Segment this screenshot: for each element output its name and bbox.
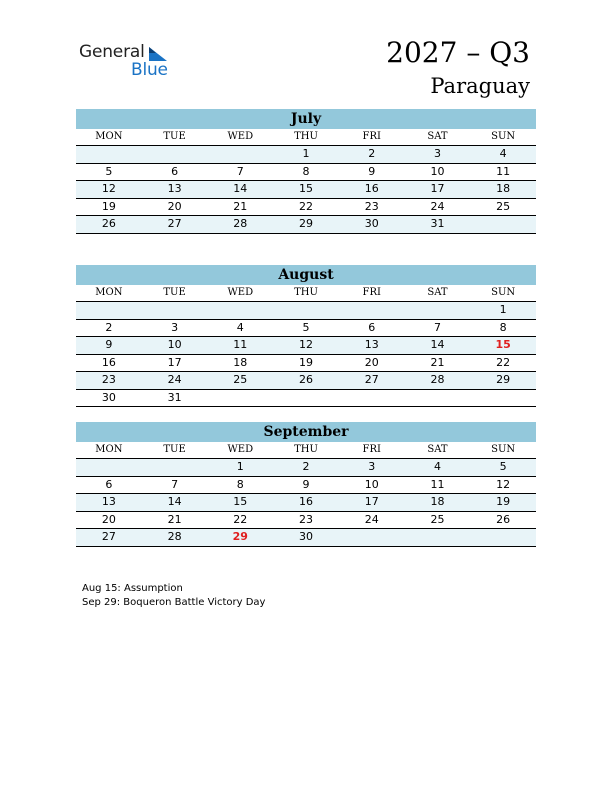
day-cell: [76, 146, 142, 163]
holiday-day-cell: 29: [232, 530, 248, 543]
day-cell: [273, 390, 339, 407]
day-cell: 3: [171, 320, 179, 334]
day-cell: 9: [302, 477, 310, 491]
day-cell: 23: [101, 373, 116, 386]
day-cell: [207, 302, 273, 319]
day-cell: 15: [299, 182, 314, 195]
day-cell: 30: [101, 390, 116, 404]
weekday-label: TUE: [163, 444, 186, 455]
week-row: [76, 146, 536, 164]
day-cell: 28: [233, 217, 248, 230]
day-cell: 2: [302, 460, 310, 473]
day-cell: [76, 459, 142, 476]
day-cell: [207, 390, 273, 407]
week-row: [76, 181, 536, 199]
day-cell: 18: [430, 495, 445, 508]
day-cell: 12: [101, 182, 116, 195]
day-cell: [470, 390, 536, 407]
day-cell: [142, 146, 208, 163]
weekday-label: SAT: [427, 287, 448, 298]
day-cell: 21: [167, 512, 182, 526]
day-cell: 24: [430, 199, 445, 213]
day-cell: 24: [364, 512, 379, 526]
month-september: [76, 422, 536, 547]
weekday-label: TUE: [163, 131, 186, 142]
weekday-label: THU: [294, 131, 318, 142]
day-cell: 8: [499, 320, 507, 334]
day-cell: 4: [236, 320, 244, 334]
day-cell: 28: [167, 530, 182, 543]
day-cell: 20: [101, 512, 116, 526]
day-cell: 28: [430, 373, 445, 386]
week-row: [76, 459, 536, 477]
day-cell: 4: [433, 460, 441, 473]
day-cell: 8: [236, 477, 244, 491]
holiday-day-cell: 15: [495, 338, 511, 351]
day-cell: 22: [233, 512, 248, 526]
weekday-label: FRI: [362, 131, 381, 142]
logo-text-blue: Blue: [131, 60, 168, 80]
day-cell: 5: [499, 460, 507, 473]
day-cell: 30: [364, 217, 379, 230]
day-cell: 23: [299, 512, 314, 526]
day-cell: 9: [368, 164, 376, 178]
day-cell: [142, 459, 208, 476]
weekday-label: WED: [227, 131, 254, 142]
day-cell: 30: [299, 530, 314, 543]
day-cell: 25: [233, 373, 248, 386]
week-row: [76, 216, 536, 234]
day-cell: 18: [496, 182, 511, 195]
day-cell: 6: [368, 320, 376, 334]
holiday-notes: [82, 582, 265, 610]
day-cell: 27: [101, 530, 116, 543]
weekday-label: SAT: [427, 444, 448, 455]
day-cell: 27: [167, 217, 182, 230]
week-row: [76, 390, 536, 408]
day-cell: 12: [496, 477, 511, 491]
day-cell: [207, 146, 273, 163]
weekday-label: WED: [227, 287, 254, 298]
weekday-label: WED: [227, 444, 254, 455]
generalblue-logo: [79, 41, 179, 81]
day-cell: 13: [364, 338, 379, 351]
day-cell: [405, 390, 471, 407]
day-cell: 10: [364, 477, 379, 491]
day-cell: 26: [299, 373, 314, 386]
weekday-label: SUN: [491, 131, 516, 142]
day-cell: 20: [364, 355, 379, 369]
day-cell: 17: [167, 355, 182, 369]
weekday-label: SUN: [491, 444, 516, 455]
day-cell: 5: [105, 164, 113, 178]
day-cell: 8: [302, 164, 310, 178]
day-cell: [273, 302, 339, 319]
month-august: [76, 265, 536, 407]
day-cell: 17: [364, 495, 379, 508]
day-cell: 17: [430, 182, 445, 195]
day-cell: 20: [167, 199, 182, 213]
day-cell: 1: [236, 460, 244, 473]
day-cell: 5: [302, 320, 310, 334]
day-cell: 29: [299, 217, 314, 230]
day-cell: 24: [167, 373, 182, 386]
day-cell: [470, 216, 536, 233]
day-cell: 13: [167, 182, 182, 195]
week-row: [76, 477, 536, 495]
day-cell: [339, 529, 405, 546]
day-cell: 6: [105, 477, 113, 491]
month-july: [76, 109, 536, 234]
day-cell: 4: [499, 147, 507, 160]
day-cell: 2: [105, 320, 113, 334]
day-cell: 16: [101, 355, 116, 369]
day-cell: 7: [236, 164, 244, 178]
holiday-note: Aug 15: Assumption: [82, 583, 183, 594]
month-name: July: [76, 109, 536, 129]
week-row: [76, 302, 536, 320]
day-cell: 22: [496, 355, 511, 369]
month-name: August: [76, 265, 536, 285]
logo-text-general: General: [79, 42, 145, 62]
day-cell: 10: [167, 338, 182, 351]
week-row: [76, 494, 536, 512]
day-cell: 15: [233, 495, 248, 508]
weekday-label: THU: [294, 444, 318, 455]
weekday-label: SUN: [491, 287, 516, 298]
holiday-note: Sep 29: Boqueron Battle Victory Day: [82, 597, 266, 608]
week-row: [76, 164, 536, 182]
day-cell: [76, 302, 142, 319]
day-cell: 3: [433, 147, 441, 160]
day-cell: 10: [430, 164, 445, 178]
weekday-header-row: [76, 442, 536, 459]
day-cell: [405, 529, 471, 546]
day-cell: 11: [430, 477, 445, 491]
day-cell: 26: [101, 217, 116, 230]
day-cell: [142, 302, 208, 319]
weekday-label: THU: [294, 287, 318, 298]
day-cell: 31: [167, 390, 182, 404]
week-row: [76, 512, 536, 530]
day-cell: 25: [430, 512, 445, 526]
weekday-label: FRI: [362, 444, 381, 455]
day-cell: 6: [171, 164, 179, 178]
week-row: [76, 372, 536, 390]
weekday-label: SAT: [427, 131, 448, 142]
page-title: 2027 – Q3: [386, 36, 530, 69]
day-cell: 29: [496, 373, 511, 386]
day-cell: 14: [167, 495, 182, 508]
day-cell: 3: [368, 460, 376, 473]
day-cell: 14: [233, 182, 248, 195]
day-cell: 16: [299, 495, 314, 508]
day-cell: [339, 390, 405, 407]
week-row: [76, 529, 536, 547]
day-cell: 26: [496, 512, 511, 526]
day-cell: 1: [499, 303, 507, 316]
week-row: [76, 355, 536, 373]
weekday-label: MON: [95, 131, 123, 142]
day-cell: 19: [299, 355, 314, 369]
month-name: September: [76, 422, 536, 442]
weekday-header-row: [76, 129, 536, 146]
weekday-label: TUE: [163, 287, 186, 298]
day-cell: 19: [101, 199, 116, 213]
day-cell: 13: [101, 495, 116, 508]
weekday-header-row: [76, 285, 536, 302]
day-cell: 23: [364, 199, 379, 213]
day-cell: 2: [368, 147, 376, 160]
day-cell: 25: [496, 199, 511, 213]
week-row: [76, 320, 536, 338]
week-row: [76, 199, 536, 217]
day-cell: 7: [433, 320, 441, 334]
day-cell: 31: [430, 217, 445, 230]
day-cell: 7: [171, 477, 179, 491]
day-cell: 22: [299, 199, 314, 213]
country-subtitle: Paraguay: [430, 74, 530, 98]
day-cell: 19: [496, 495, 511, 508]
day-cell: 21: [430, 355, 445, 369]
day-cell: 27: [364, 373, 379, 386]
day-cell: [470, 529, 536, 546]
day-cell: 9: [105, 338, 113, 351]
weekday-label: MON: [95, 287, 123, 298]
week-row: [76, 337, 536, 355]
day-cell: 11: [233, 338, 248, 351]
day-cell: 14: [430, 338, 445, 351]
day-cell: [405, 302, 471, 319]
day-cell: 1: [302, 147, 310, 160]
day-cell: [339, 302, 405, 319]
day-cell: 16: [364, 182, 379, 195]
day-cell: 11: [496, 164, 511, 178]
weekday-label: FRI: [362, 287, 381, 298]
weekday-label: MON: [95, 444, 123, 455]
day-cell: 21: [233, 199, 248, 213]
day-cell: 18: [233, 355, 248, 369]
day-cell: 12: [299, 338, 314, 351]
